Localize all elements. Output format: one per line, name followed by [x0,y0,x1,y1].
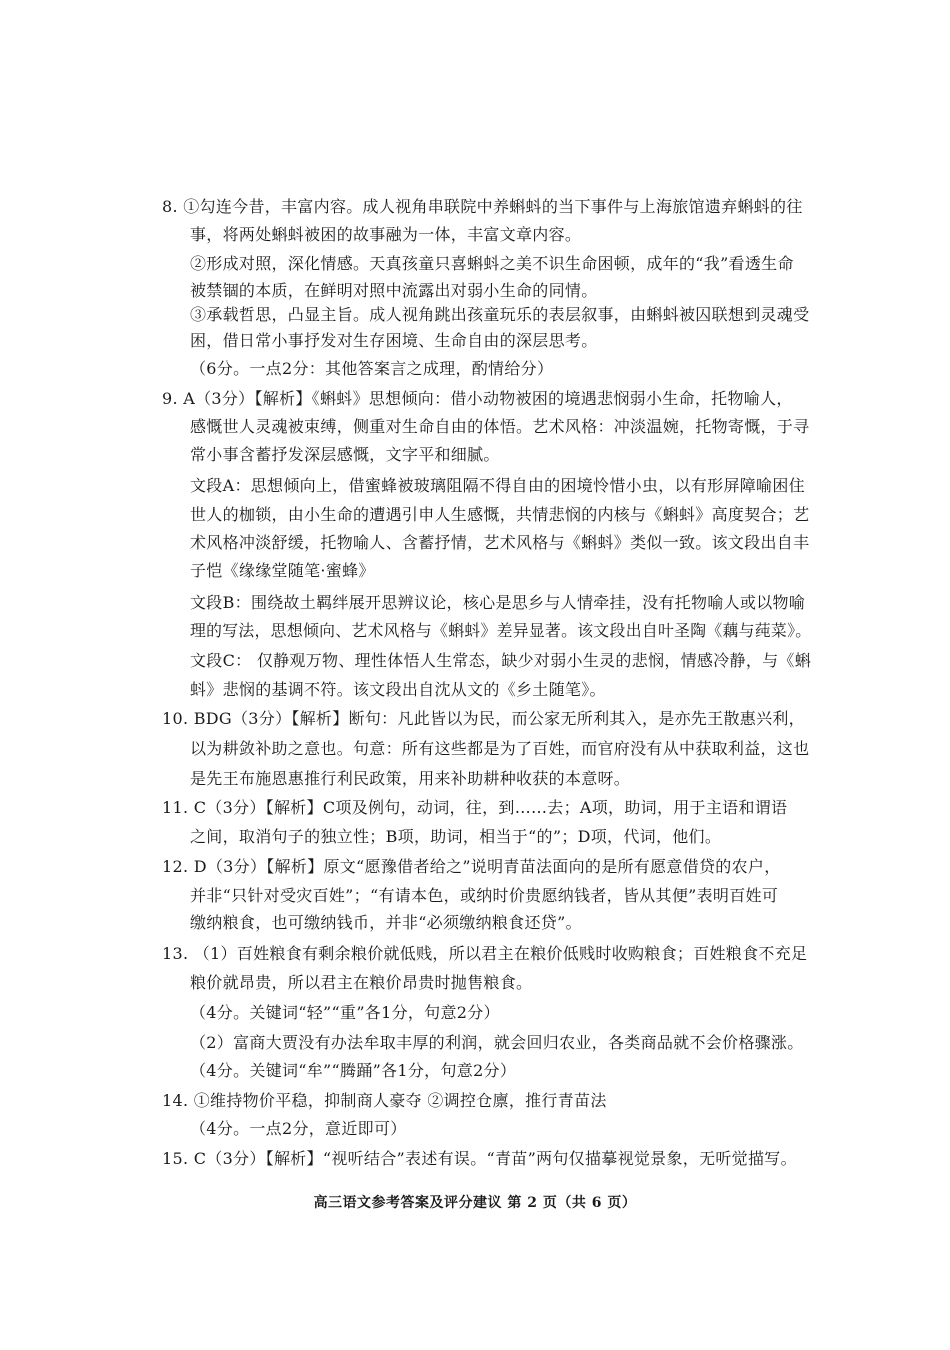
answer-9-line-3: 常小事含蓄抒发深层感慨，文字平和细腻。 [190,445,500,464]
answer-9-line-7: 子恺《缘缘堂随笔·蜜蜂》 [190,561,375,580]
page-footer: 高三语文参考答案及评分建议 第 2 页（共 6 页） [313,1195,637,1211]
answer-13-score-1: （4分。关键词“轻”“重”各1分，句意2分） [190,1003,500,1022]
answer-8-score: （6分。一点2分：其他答案言之成理，酌情给分） [190,359,554,378]
answer-15-line-1: 15. C（3分）【解析】“视听结合”表述有误。“青苗”两句仅描摹视觉景象，无听觉描写。 [162,1149,797,1168]
answer-10-line-3: 是先王布施恩惠推行利民政策，用来补助耕种收获的本意呀。 [190,769,631,788]
answer-10-line-1: 10. BDG（3分）【解析】断句：凡此皆以为民，而公家无所利其入，是亦先王散惠兴利， [162,709,805,728]
answer-12-line-1: 12. D（3分）【解析】原文“愿豫借者给之”说明青苗法面向的是所有愿意借贷的农户， [162,857,781,876]
answer-9-line-11: 蚪》悲悯的基调不符。该文段出自沈从文的《乡土随笔》。 [190,680,606,699]
answer-13-line-2: 粮价就昂贵，所以君主在粮价昂贵时抛售粮食。 [190,973,533,992]
answer-9-line-10: 文段C： 仅静观万物、理性体悟人生常态，缺少对弱小生灵的悲悯，情感冷静，与《蝌 [190,651,812,670]
answer-14-line-1: 14. ①维持物价平稳，抑制商人豪夺 ②调控仓廪，推行青苗法 [162,1091,607,1110]
answer-8-line-3: ②形成对照，深化情感。天真孩童只喜蝌蚪之美不识生命困顿，成年的“我”看透生命 [190,254,794,273]
answer-9-line-2: 感慨世人灵魂被束缚，侧重对生命自由的体悟。艺术风格：冲淡温婉，托物寄慨，于寻 [190,417,810,436]
answer-10-line-2: 以为耕敛补助之意也。句意：所有这些都是为了百姓，而官府没有从中获取利益，这也 [190,739,810,758]
answer-8-line-2: 事，将两处蝌蚪被困的故事融为一体，丰富文章内容。 [190,225,582,244]
answer-9-line-9: 理的写法，思想倾向、艺术风格与《蝌蚪》差异显著。该文段出自叶圣陶《藕与莼菜》。 [190,621,812,640]
answer-8-line-6: 困，借日常小事抒发对生存困境、生命自由的深层思考。 [190,331,598,350]
answer-9-line-8: 文段B：围绕故土羁绊展开思辨议论，核心是思乡与人情牵挂，没有托物喻人或以物喻 [190,593,806,612]
answer-9-line-4: 文段A：思想倾向上，借蜜蜂被玻璃阻隔不得自由的困境怜惜小虫，以有形屏障喻困住 [190,476,805,495]
answer-11-line-1: 11. C（3分）【解析】C项及例句，动词，往，到……去；A项，助词，用于主语和谓语 [162,798,788,817]
answer-8-line-1: 8. ①勾连今昔，丰富内容。成人视角串联院中养蝌蚪的当下事件与上海旅馆遗弃蝌蚪的往 [162,197,803,216]
answer-13-score-2: （4分。关键词“牟”“腾踊”各1分，句意2分） [190,1061,517,1080]
answer-14-score: （4分。一点2分，意近即可） [190,1119,407,1138]
answer-12-line-2: 并非“只针对受灾百姓”；“有请本色，或纳时价贵愿纳钱者，皆从其便”表明百姓可 [190,886,779,905]
answer-8-line-5: ③承载哲思，凸显主旨。成人视角跳出孩童玩乐的表层叙事，由蝌蚪被囚联想到灵魂受 [190,305,810,324]
answer-13-line-1: 13. （1）百姓粮食有剩余粮价就低贱，所以君主在粮价低贱时收购粮食；百姓粮食不充足 [162,944,808,963]
answer-9-line-5: 世人的枷锁，由小生命的遭遇引申人生感慨，共情悲悯的内核与《蝌蚪》高度契合；艺 [190,505,810,524]
answer-11-line-2: 之间，取消句子的独立性；B项，助词，相当于“的”；D项，代词，他们。 [190,827,722,846]
answer-8-line-4: 被禁锢的本质，在鲜明对照中流露出对弱小生命的同情。 [190,281,598,300]
answer-13-line-3: （2）富商大贾没有办法牟取丰厚的利润，就会回归农业，各类商品就不会价格骤涨。 [190,1033,804,1052]
answer-9-line-6: 术风格冲淡舒缓，托物喻人、含蓄抒情，艺术风格与《蝌蚪》类似一致。该文段出自丰 [190,533,810,552]
answer-12-line-3: 缴纳粮食，也可缴纳钱币，并非“必须缴纳粮食还贷”。 [190,913,582,932]
answer-9-line-1: 9. A（3分）【解析】《蝌蚪》思想倾向：借小动物被困的境遇悲悯弱小生命，托物喻人， [162,389,793,408]
